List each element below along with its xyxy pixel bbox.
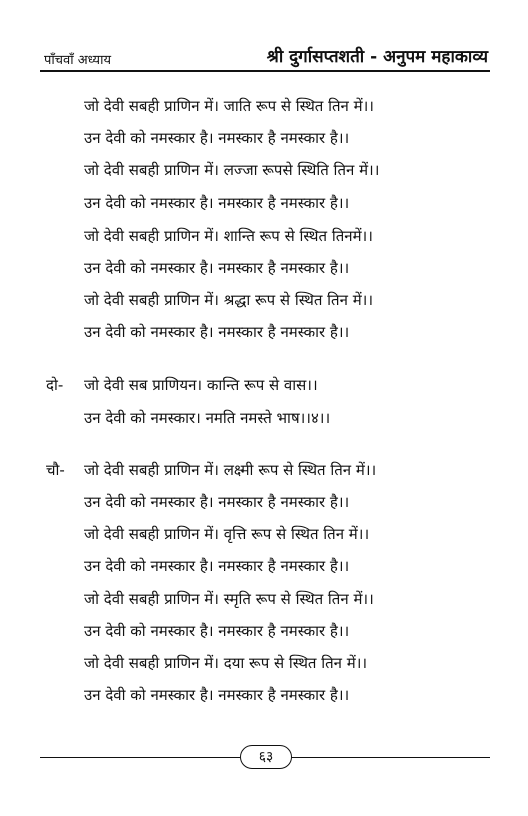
verse-line: जो देवी सब प्राणियन। कान्ति रूप से वास।। bbox=[84, 376, 318, 394]
chaupai-label: चौ- bbox=[46, 461, 65, 479]
verse-line: जो देवी सबही प्राणिन में। श्रद्धा रूप से स्थित तिन में।। bbox=[84, 291, 374, 309]
page-number: ६३ bbox=[240, 745, 292, 769]
footer-divider-left bbox=[40, 757, 240, 758]
verse-line: जो देवी सबही प्राणिन में। वृत्ति रूप से स्थित तिन में।। bbox=[84, 525, 370, 543]
verse-line: उन देवी को नमस्कार है। नमस्कार है नमस्कार है।। bbox=[84, 686, 350, 704]
book-title: श्री दुर्गासप्तशती - अनुपम महाकाव्य bbox=[266, 47, 488, 67]
header-divider bbox=[40, 70, 490, 72]
verse-line: जो देवी सबही प्राणिन में। स्मृति रूप से स्थित तिन में।। bbox=[84, 590, 374, 608]
verse-line: उन देवी को नमस्कार है। नमस्कार है नमस्कार है।। bbox=[84, 194, 350, 212]
verse-line: उन देवी को नमस्कार है। नमस्कार है नमस्कार है।। bbox=[84, 622, 350, 640]
page-header bbox=[0, 0, 528, 72]
verse-line: जो देवी सबही प्राणिन में। जाति रूप से स्थित तिन में।। bbox=[84, 97, 374, 115]
verse-line: जो देवी सबही प्राणिन में। लज्जा रूपसे स्थिति तिन में।। bbox=[84, 161, 380, 179]
verse-line: उन देवी को नमस्कार है। नमस्कार है नमस्कार है।। bbox=[84, 323, 350, 341]
verse-line: उन देवी को नमस्कार है। नमस्कार है नमस्कार है।। bbox=[84, 493, 350, 511]
verse-line: उन देवी को नमस्कार है। नमस्कार है नमस्कार है।। bbox=[84, 129, 350, 147]
verse-line: उन देवी को नमस्कार है। नमस्कार है नमस्कार है।। bbox=[84, 557, 350, 575]
verse-line: जो देवी सबही प्राणिन में। दया रूप से स्थित तिन में।। bbox=[84, 654, 368, 672]
verse-line: उन देवी को नमस्कार। नमति नमस्ते भाष।।४।। bbox=[84, 409, 331, 427]
verse-line: जो देवी सबही प्राणिन में। शान्ति रूप से स्थित तिनमें।। bbox=[84, 227, 373, 245]
chapter-title: पाँचवाँ अध्याय bbox=[44, 53, 112, 68]
verse-line: उन देवी को नमस्कार है। नमस्कार है नमस्कार है।। bbox=[84, 259, 350, 277]
doha-label: दो- bbox=[46, 376, 64, 394]
footer-divider-right bbox=[290, 757, 490, 758]
verse-line: जो देवी सबही प्राणिन में। लक्ष्मी रूप से स्थित तिन में।। bbox=[84, 461, 377, 479]
